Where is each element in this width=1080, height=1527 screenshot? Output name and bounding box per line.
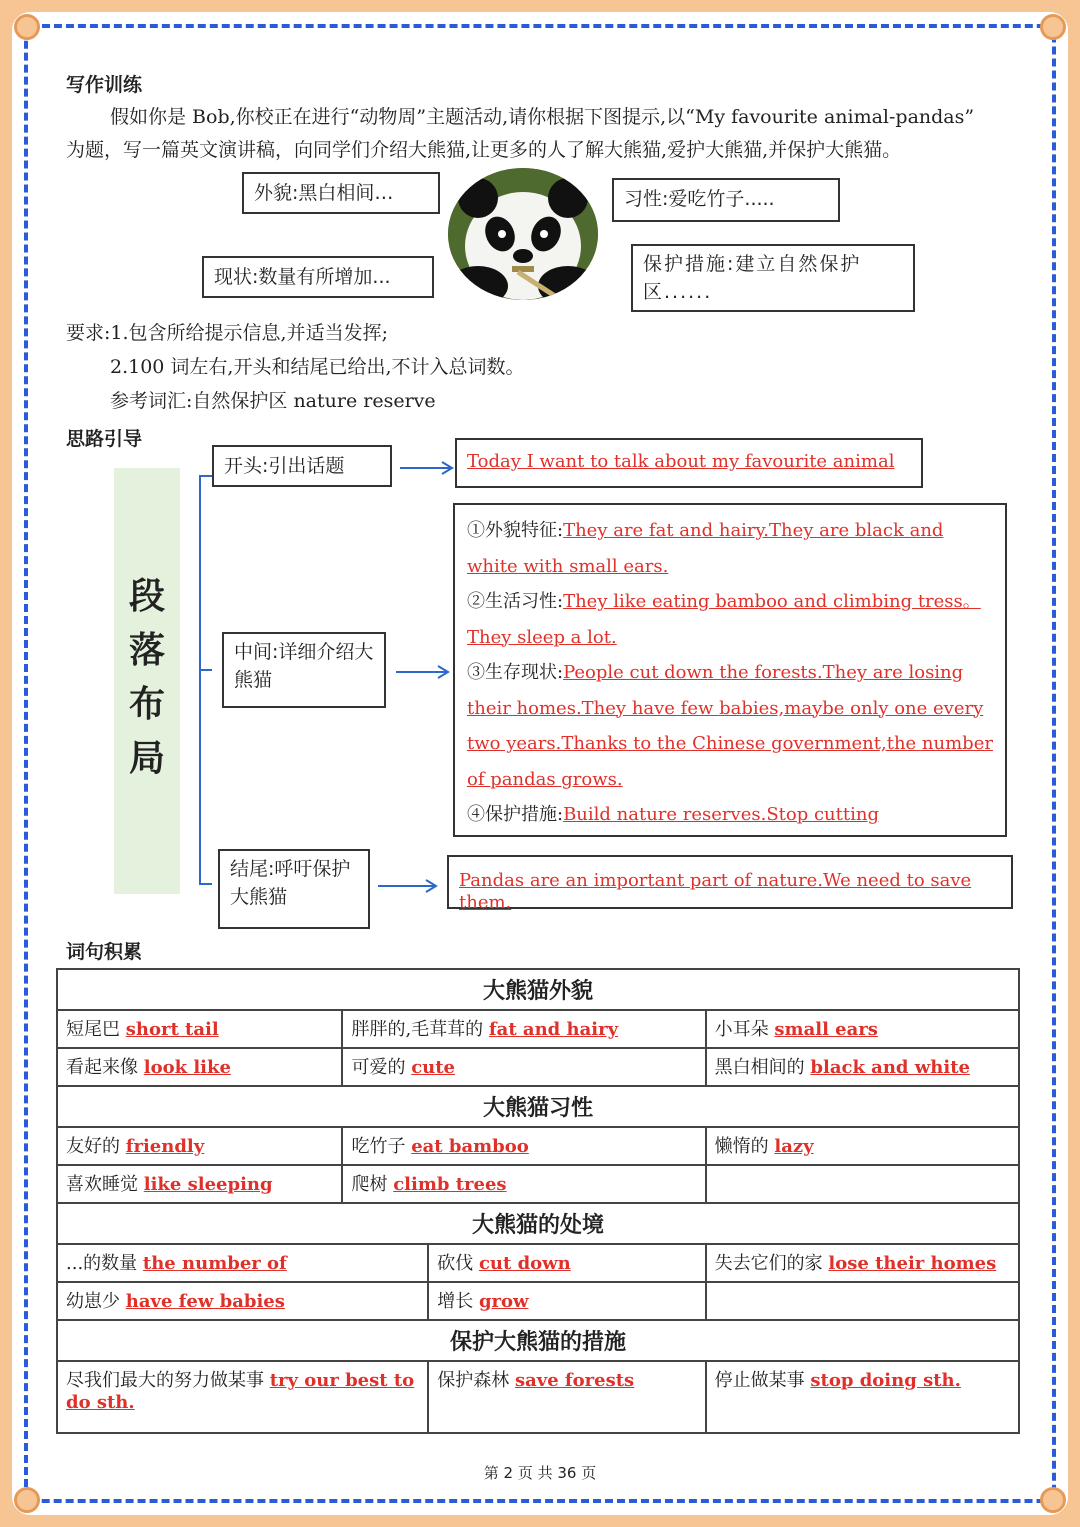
middle-detail-box bbox=[453, 503, 1007, 837]
middle-item: ③生存现状:People cut down the forests.They are losing their homes.They have few babies,maybe only one every two years.Thanks to the Chinese government,the number of pandas grows. bbox=[467, 662, 993, 790]
corner-ornament bbox=[1040, 1487, 1066, 1513]
middle-item: ④保护措施:Build nature reserves.Stop cutting bbox=[467, 804, 879, 825]
requirement-2: 2.100 词左右,开头和结尾已给出,不计入总词数。 bbox=[110, 356, 525, 378]
requirement-1: 要求:1.包含所给提示信息,并适当发挥; bbox=[66, 322, 388, 344]
table-row: 喜欢睡觉 like sleeping 爬树 climb trees bbox=[57, 1165, 1019, 1203]
table-row: 友好的 friendly 吃竹子 eat bamboo 懒惰的 lazy bbox=[57, 1127, 1019, 1165]
hint-protection: 保护措施:建立自然保护区...... bbox=[631, 244, 915, 312]
table-row: 幼崽少 have few babies 增长 grow bbox=[57, 1282, 1019, 1320]
prompt-line-1: 假如你是 Bob,你校正在进行“动物周”主题活动,请你根据下图提示,以“My favourite animal-pandas” bbox=[110, 106, 975, 128]
opening-text-box bbox=[455, 438, 923, 488]
table-row: 尽我们最大的努力做某事 try our best to do sth. 保护森林 save forests 停止做某事 stop doing sth. bbox=[57, 1361, 1019, 1433]
section-title-writing: 写作训练 bbox=[66, 74, 143, 96]
hint-status: 现状:数量有所增加... bbox=[202, 256, 434, 298]
middle-item: ②生活习性:They like eating bamboo and climbing tress。They sleep a lot. bbox=[467, 591, 981, 648]
ending-text-box bbox=[447, 855, 1013, 913]
section-title-ideas: 思路引导 bbox=[66, 428, 143, 450]
layout-label: 段 落 布 局 bbox=[128, 576, 165, 779]
hint-habit: 习性:爱吃竹子..... bbox=[612, 178, 840, 222]
requirement-3: 参考词汇:自然保护区 nature reserve bbox=[110, 390, 436, 412]
corner-ornament bbox=[14, 1487, 40, 1513]
ending-label: 结尾:呼吁保护大熊猫 bbox=[218, 849, 370, 929]
arrow-icon bbox=[394, 662, 454, 682]
opening-text: Today I want to talk about my favourite animal bbox=[467, 451, 895, 472]
prompt-line-2: 为题，写一篇英文演讲稿，向同学们介绍大熊猫,让更多的人了解大熊猫,爱护大熊猫,并保护大熊猫。 bbox=[66, 139, 902, 161]
corner-ornament bbox=[1040, 14, 1066, 40]
table-row: 看起来像 look like 可爱的 cute 黑白相间的 black and white bbox=[57, 1048, 1019, 1086]
middle-label: 中间:详细介绍大熊猫 bbox=[222, 632, 386, 708]
page-footer: 第 2 页 共 36 页 bbox=[483, 1464, 597, 1482]
middle-item: ①外貌特征:They are fat and hairy.They are black and white with small ears. bbox=[467, 520, 944, 577]
arrow-icon bbox=[376, 876, 442, 896]
hint-appearance: 外貌:黑白相间… bbox=[242, 172, 440, 214]
vocab-group-title: 大熊猫外貌 bbox=[57, 969, 1019, 1010]
section-title-vocab: 词句积累 bbox=[66, 941, 143, 963]
panda-image bbox=[448, 168, 598, 300]
arrow-icon bbox=[398, 458, 458, 478]
vocab-table bbox=[56, 968, 1020, 1434]
opening-label: 开头:引出话题 bbox=[212, 445, 392, 487]
vocab-group-title: 大熊猫的处境 bbox=[57, 1203, 1019, 1244]
table-row: 短尾巴 short tail 胖胖的,毛茸茸的 fat and hairy 小耳朵 small ears bbox=[57, 1010, 1019, 1048]
bracket-line bbox=[190, 470, 220, 890]
vocab-group-title: 保护大熊猫的措施 bbox=[57, 1320, 1019, 1361]
vocab-group-title: 大熊猫习性 bbox=[57, 1086, 1019, 1127]
corner-ornament bbox=[14, 14, 40, 40]
ending-text: Pandas are an important part of nature.We need to save them. bbox=[459, 870, 972, 913]
table-row: ...的数量 the number of 砍伐 cut down 失去它们的家 lose their homes bbox=[57, 1244, 1019, 1282]
